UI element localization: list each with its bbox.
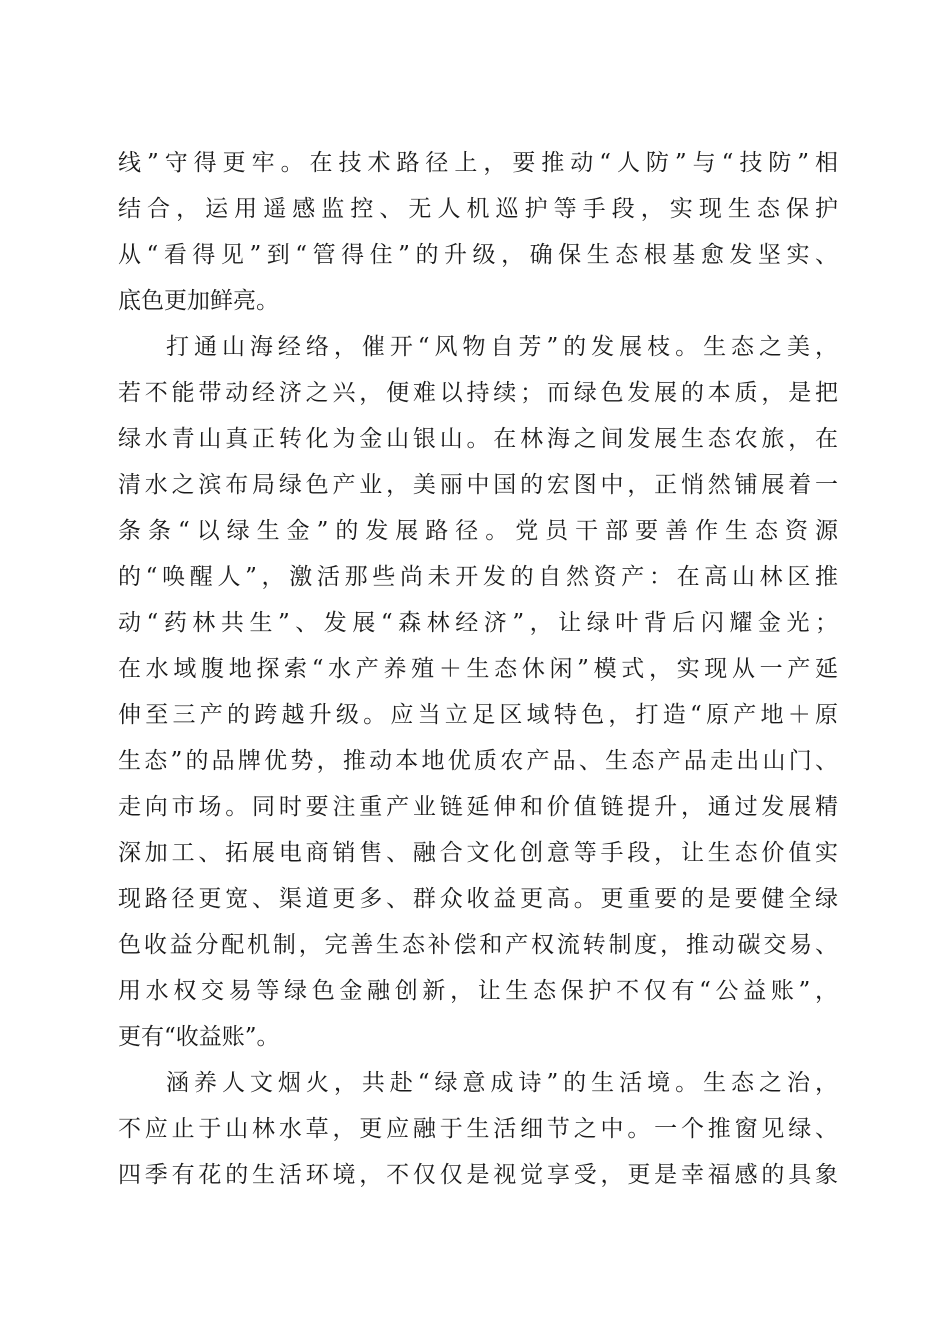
paragraph-1-line-4: 底色更加鲜亮。 — [118, 288, 279, 314]
paragraph-2-line-1: 打通山海经络，催开“风物自芳”的发展枝。生态之美， — [166, 334, 838, 360]
paragraph-2-line-15: 用水权交易等绿色金融创新，让生态保护不仅有“公益账”， — [118, 978, 838, 1004]
paragraph-2-line-2: 若不能带动经济之兴，便难以持续；而绿色发展的本质，是把 — [118, 380, 838, 406]
document-body — [118, 140, 838, 1198]
paragraph-1-line-1: 线”守得更牢。在技术路径上，要推动“人防”与“技防”相 — [118, 150, 838, 176]
paragraph-2-line-13: 现路径更宽、渠道更多、群众收益更高。更重要的是要健全绿 — [118, 886, 838, 912]
paragraph-3-line-3: 四季有花的生活环境，不仅仅是视觉享受，更是幸福感的具象 — [118, 1162, 838, 1188]
paragraph-2-line-10: 生态”的品牌优势，推动本地优质农产品、生态产品走出山门、 — [118, 748, 838, 774]
paragraph-1-line-3: 从“看得见”到“管得住”的升级，确保生态根基愈发坚实、 — [118, 242, 838, 268]
paragraph-2-line-4: 清水之滨布局绿色产业，美丽中国的宏图中，正悄然铺展着一 — [118, 472, 838, 498]
paragraph-2-line-11: 走向市场。同时要注重产业链延伸和价值链提升，通过发展精 — [118, 794, 838, 820]
paragraph-2-line-5: 条条“以绿生金”的发展路径。党员干部要善作生态资源 — [118, 518, 838, 544]
paragraph-2-line-7: 动“药林共生”、发展“森林经济”，让绿叶背后闪耀金光； — [118, 610, 838, 636]
paragraph-2-line-16: 更有“收益账”。 — [118, 1024, 280, 1050]
paragraph-2-line-12: 深加工、拓展电商销售、融合文化创意等手段，让生态价值实 — [118, 840, 838, 866]
paragraph-3-line-1: 涵养人文烟火，共赴“绿意成诗”的生活境。生态之治， — [166, 1070, 838, 1096]
paragraph-3-line-2: 不应止于山林水草，更应融于生活细节之中。一个推窗见绿、 — [118, 1116, 838, 1142]
paragraph-2-line-9: 伸至三产的跨越升级。应当立足区域特色，打造“原产地＋原 — [118, 702, 838, 728]
paragraph-2-line-6: 的“唤醒人”，激活那些尚未开发的自然资产：在高山林区推 — [118, 564, 838, 590]
paragraph-2-line-14: 色收益分配机制，完善生态补偿和产权流转制度，推动碳交易、 — [118, 932, 838, 958]
paragraph-2-line-8: 在水域腹地探索“水产养殖＋生态休闲”模式，实现从一产延 — [118, 656, 838, 682]
paragraph-2-line-3: 绿水青山真正转化为金山银山。在林海之间发展生态农旅，在 — [118, 426, 838, 452]
paragraph-1-line-2: 结合，运用遥感监控、无人机巡护等手段，实现生态保护 — [118, 196, 838, 222]
